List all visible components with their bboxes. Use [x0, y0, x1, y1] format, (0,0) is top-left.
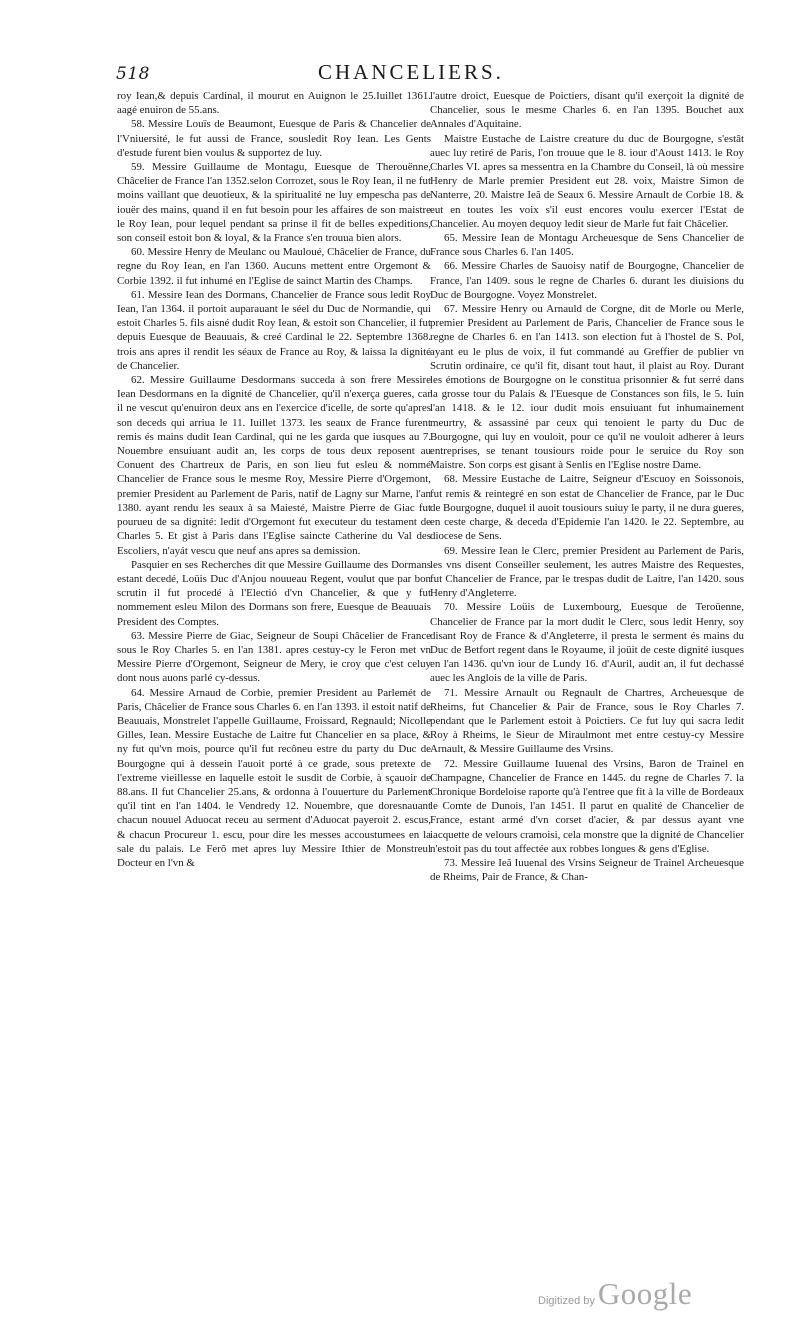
paragraph: 66. Messire Charles de Sauoisy natif de Bourgogne, Chancelier de France, l'an 1409. sous le regne de Charles 6. durant les diuisions du Duc de Bourgogne. Voyez Monstrelet.: [430, 260, 744, 301]
paragraph: roy Iean,& depuis Cardinal, il mourut en Auignon le 25.Iuillet 1361. aagé enuiron de 55.ans.: [117, 90, 431, 117]
paragraph: 62. Messire Guillaume Desdormans succeda à son frere Messire Iean Desdormans en la dignité de Chancelier, qu'il n'exerça gueres, car il ne vescut qu'enuiron deux ans en l'exercice d'icelle, de sorte qu'apres son deceds qui arriua le 11. Iuillet 1373. les seaux de France furent remis és mains dudit Iean Cardinal, qui ne les garda que iusques au 7. Nouembre ensuiuant audit an, les corps de tous deux reposent au Conuent des Chartreux de Paris, en son lieu fut esleu & nommé Chancelier de France sous le mesme Roy, Messire Pierre d'Orgemont, premier President au Parlement de Paris, natif de Lagny sur Marne, l'an 1380. ayant rendu les seaux à sa Maiesté, Maistre Pierre de Giac fut pourueu de sa dignité: ledit d'Orgemont fut executeur du testament de Charles 5. Et gist à Paris dans l'Eglise saincte Catherine du Val des Escoliers, n'ayát vescu que neuf ans apres sa demission.: [117, 374, 431, 557]
paragraph: 64. Messire Arnaud de Corbie, premier President au Parlemét de Paris, Châcelier de France sous Charles 6. en l'an 1393. il estoit natif de Beauuais, Monstrelet l'appelle Guillaume, Froissard, Regnauld; Nicolle Gilles, Iean. Messire Eustache de Laitre fut Chancelier en sa place, & ny fut qu'vn mois, pource qu'il fut recôneu estre du party du Duc de Bourgogne qui à dessein l'auoit porté à ce grade, sous pretexte de l'extreme vieillesse en laquelle estoit le susdit de Corbie, à sçauoir de 88.ans. Il fut Chancelier 25.ans, & ordonna à l'ouuerture du Parlement qu'il tint en l'an 1404. le Vendredy 12. Nouembre, que doresnauant chacun nouuel Aduocat receu au serment d'Aduocat payeroit 2. escus, & chacun Procureur 1. escu, pour dire les messes accoustumees en la sale du palais. Le Ferô met apres luy Messire Ithier de Monstreul Docteur en l'vn &: [117, 686, 431, 869]
page-number: 518: [116, 64, 150, 84]
digitized-by-watermark: [538, 1274, 692, 1312]
paragraph: 59. Messire Guillaume de Montagu, Euesque de Therouënne, Châcelier de France l'an 1352.selon Corrozet, sous le Roy Iean, il ne fut moins vaillant que deuotieux, & la spiritualité ne luy empescha pas de iouër des mains, quand il en fut besoin pour les affaires de son maistre le Roy Iean, pour lequel pendant sa prinse il fit de belles expeditions, son conseil estoit bon & loyal, & la France s'en trouua bien alors.: [117, 161, 431, 245]
paragraph: 65. Messire Iean de Montagu Archeuesque de Sens Chancelier de France sous Charles 6. l'an 1405.: [430, 232, 744, 259]
running-title: CHANCELIERS.: [318, 60, 504, 84]
paragraph: 58. Messire Louïs de Beaumont, Euesque de Paris & Chancelier de l'Vniuersité, le fut aussi de France, sousledit Roy Iean. Les Gents d'estude furent bien voulus & supportez de luy.: [117, 118, 431, 159]
right-text-column: [430, 89, 744, 1249]
paragraph: 73. Messire Ieã Iuuenal des Vrsins Seigneur de Trainel Archeuesque de Rheims, Pair de France, & Chan-: [430, 856, 744, 884]
paragraph: Pasquier en ses Recherches dit que Messire Guillaume des Dormans estant decedé, Loüis Duc d'Anjou nouueau Regent, voulut que par bon scrutin il fut procedé à l'Electió d'vn Chancelier, & que y fut nommement esleu Milon des Dormans son frere, Euesque de Beauuais President des Comptes.: [117, 558, 431, 628]
paragraph: 71. Messire Arnault ou Regnault de Chartres, Archeuesque de Rheims, fut Chancelier & Pair de France, sous le Roy Charles 7. pendant que le Parlement estoit à Poictiers. Ce fut luy qui sacra ledit Roy à Rheims, le Sieur de Miraulmont met entre cestuy-cy Messire Arnault, & Messire Guillaume des Vrsins.: [430, 686, 744, 756]
paragraph: l'autre droict, Euesque de Poictiers, disant qu'il exerçoit la dignité de Chancelier, sous le mesme Charles 6. en l'an 1395. Bouchet aux Annales d'Aquitaine.: [430, 90, 744, 131]
paragraph: 63. Messire Pierre de Giac, Seigneur de Soupi Châcelier de France sous le Roy Charles 5. en l'an 1381. apres cestuy-cy le Feron met vn Messire Pierre d'Orgemont, Seigneur de Mery, ie croy que c'est celuy dont nous auons parlé cy-dessus.: [117, 629, 431, 685]
paragraph: 61. Messire Iean des Dormans, Chancelier de France sous ledit Roy Iean, l'an 1364. il portoit auparauant le séel du Duc de Normandie, qui estoit Charles 5. fils aisné dudit Roy Iean, & estoit son Chancelier, il fut depuis Euesque de Beauuais, & creé Cardinal le 22. Septembre 1368. trois ans apres il rendit les séaux de France au Roy, & laissa la dignité de Chancelier.: [117, 288, 431, 372]
paragraph: 67. Messire Henry ou Arnauld de Corgne, dit de Morle ou Merle, premier President au Parlement de Paris, Chancelier de France sous le regne de Charles 6. en l'an 1413. son election fut à l'hostel de S. Pol, ayant eu le plus de voix, il fut commandé au Greffier de publier vn Scrutin ordinaire, ce qu'il fit, disant tout haut, il plaist au Roy. Durant les émotions de Bourgogne on le constitua prisonnier & fut serré dans la grosse tour du Palais & l'Euesque de Constances son fils, le 5. Iuin l'an 1418. & le 12. iour dudit mois ensuiuant fut inhumainement meurtry, & assassiné par ceux qui tenoient le party du Duc de Bourgogne, qui luy en vouloit, pour ce qu'il ne vouloit adherer à leurs entreprises, se tenant tousiours roide pour le seruice du Roy son Maistre. Son corps est gisant à Senlis en l'Eglise nostre Dame.: [430, 303, 744, 472]
left-text-column: [117, 89, 431, 1249]
paragraph: 72. Messire Guillaume Iuuenal des Vrsins, Baron de Trainel en Champagne, Chancelier de France en 1445. du regne de Charles 7. la Chronique Bordeloise raporte qu'à l'entree que fit à la ville de Bordeaux le Comte de Dunois, l'an 1451. Il parut en qualité de Chancelier de France, estant armé d'vn corset d'acier, & par dessus ayant vne iacquette de velours cramoisi, cela monstre que la dignité de Chancelier n'estoit pas du tout affectée aux robbes longues & gens d'Eglise.: [430, 757, 744, 855]
google-logo: Google: [597, 1276, 693, 1311]
paragraph: Maistre Eustache de Laistre creature du duc de Bourgogne, s'estât auec luy retiré de Paris, l'on trouue que le 8. iour d'Aoust 1413. le Roy Charles VI. apres sa messentra en la Chambre du Conseil, là où messire Henry de Marle premier President eut 28. voix, Maistre Simon de Nanterre, 20. Maistre Ieã de Seaux 6. Messire Arnault de Corbie 18. & eut en toutes les voix s'il eust encores voulu exercer l'Estat de Chancelier. Au moyen dequoy ledit sieur de Marle fut fait Châcelier.: [430, 132, 744, 230]
digitized-by-text: Digitized by: [538, 1295, 595, 1307]
paragraph: 69. Messire Iean le Clerc, premier President au Parlement de Paris, les vns disent Conseiller seulement, les autres Maistre des Requestes, fut Chancelier de France, par le trespas dudit de Laitre, l'an 1420. sous Henry d'Angleterre.: [430, 544, 744, 600]
paragraph: 60. Messire Henry de Meulanc ou Mauloué, Châcelier de France, du regne du Roy Iean, en l'an 1360. Aucuns mettent entre Orgemont & Corbie 1392. il fut inhumé en l'Eglise de sainct Martin des Champs.: [117, 246, 431, 287]
paragraph: 70. Messire Loüis de Luxembourg, Euesque de Teroüenne, Chancelier de France par la mort dudit le Clerc, sous ledit Henry, soy disant Roy de France & d'Angleterre, il presta le serment és mains du Duc de Betfort regent dans le Royaume, il joüit de ceste dignité iusques en l'an 1436. qu'vn iour de Lundy 16. d'Auril, audit an, il fut dechassé auec les Anglois de la ville de Paris.: [430, 601, 744, 685]
paragraph: 68. Messire Eustache de Laitre, Seigneur d'Escuoy en Soissonois, fut remis & reintegré en son estat de Chancelier de France, par le Duc de Bourgogne, duquel il auoit tousiours suiuy le party, il ne dura gueres, en ceste charge, & deceda d'Epidemie l'an 1420. le 22. Septembre, au diocese de Sens.: [430, 473, 744, 543]
